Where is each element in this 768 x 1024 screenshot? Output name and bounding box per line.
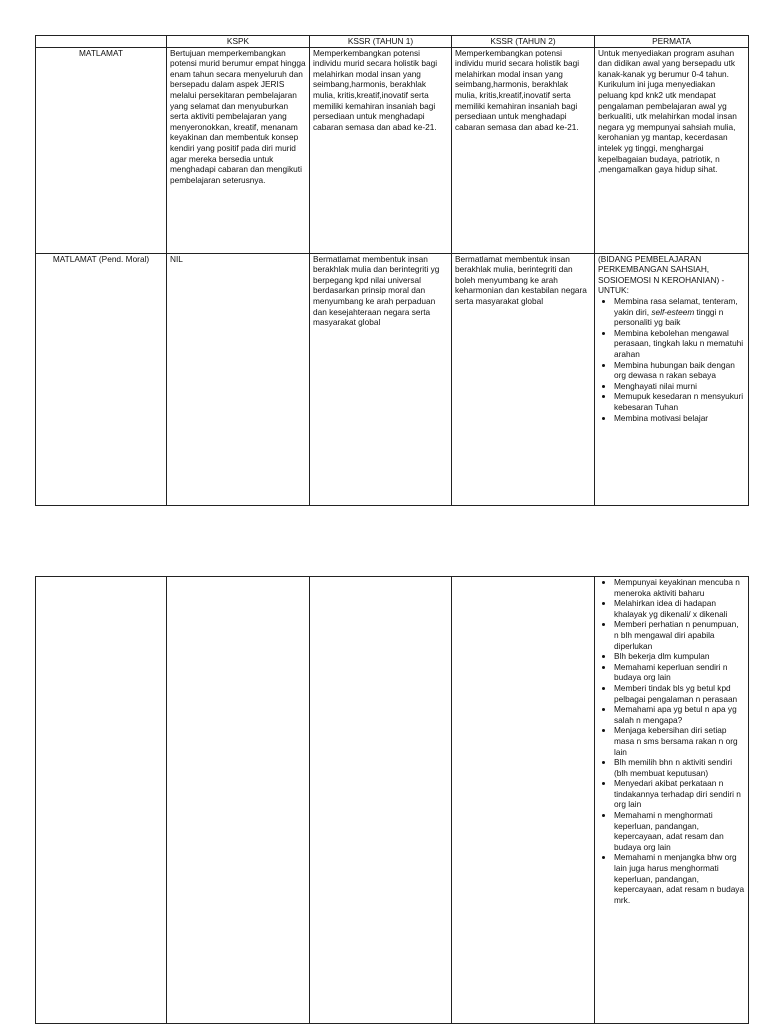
list-item: • Menyedari akibat perkataan n tindakannya terhadap diri sendiri n org lain: [614, 778, 745, 810]
cell-permata-moral: [595, 253, 749, 505]
permata-moral-list: [598, 296, 745, 423]
cell-empty-label: [36, 577, 167, 1024]
list-item: • Menjaga kebersihan diri setiap masa n sms bersama rakan n org lain: [614, 725, 745, 757]
comparison-table-page2: [35, 576, 749, 1024]
cell-empty-kssr1: [310, 577, 452, 1024]
comparison-table-page1: [35, 35, 749, 506]
list-item: • Memberi perhatian n penumpuan, n blh mengawal diri apabila diperlukan: [614, 619, 745, 651]
table-row-matlamat: [36, 47, 749, 253]
cell-kspk-matlamat: Bertujuan memperkembangkan potensi murid berumur empat hingga enam tahun secara menyeluruh dan bersepadu dalam aspek JERIS melalui persekitaran pembelajaran yang selamat dan menyuburkan serta aktiviti pembelajaran yang menyeronokkan, kreatif, menanam keyakinan dan membentuk konsep kendiri yang positif pada diri murid agar mereka bersedia untuk menghadapi cabaran dan mengikuti pembelajaran seterusnya.: [167, 47, 310, 253]
header-blank: [36, 36, 167, 48]
row-label-matlamat-moral: MATLAMAT (Pend. Moral): [36, 253, 167, 505]
header-permata: PERMATA: [595, 36, 749, 48]
list-item: • Membina kebolehan mengawal perasaan, tingkah laku n mematuhi arahan: [614, 328, 745, 360]
header-kssr-tahun1: KSSR (TAHUN 1): [310, 36, 452, 48]
list-item: • Melahirkan idea di hadapan khalayak yg dikenali/ x dikenali: [614, 598, 745, 619]
list-item: • Menghayati nilai murni: [614, 381, 745, 392]
permata-continued-list: [598, 577, 745, 905]
cell-kssr2-matlamat: Memperkembangkan potensi individu murid secara holistik bagi melahirkan modal insan yang seimbang,harmonis, berakhlak mulia, kritis,kreatif,inovatif serta memiliki kemahiran insaniah bagi persediaan untuk menghadapi cabaran semasa dan abad ke-21.: [452, 47, 595, 253]
row-label-matlamat: MATLAMAT: [36, 47, 167, 253]
table-row-continued: [36, 577, 749, 1024]
table-row-matlamat-moral: [36, 253, 749, 505]
list-item: • Memahami apa yg betul n apa yg salah n mengapa?: [614, 704, 745, 725]
header-kssr-tahun2: KSSR (TAHUN 2): [452, 36, 595, 48]
list-item: • Memahami n menjangka bhw org lain juga harus menghormati keperluan, pandangan, kepercayaan, adat resam n budaya mrk.: [614, 852, 745, 905]
cell-empty-kssr2: [452, 577, 595, 1024]
header-row: [36, 36, 749, 48]
list-item: • Blh bekerja dlm kumpulan: [614, 651, 745, 662]
list-item: • Mempunyai keyakinan mencuba n meneroka aktiviti baharu: [614, 577, 745, 598]
cell-kssr2-moral: Bermatlamat membentuk insan berakhlak mulia, berintegriti dan boleh menyumbang ke arah keharmonian dan kestabilan negara serta masyarakat global: [452, 253, 595, 505]
list-item: • Membina rasa selamat, tenteram, yakin diri, self-esteem tinggi n personaliti yg baik: [614, 296, 745, 328]
header-kspk: KSPK: [167, 36, 310, 48]
list-item: • Memberi tindak bls yg betul kpd pelbagai pengalaman n perasaan: [614, 683, 745, 704]
list-item: • Memahami n menghormati keperluan, pandangan, kepercayaan, adat resam dan budaya org lain: [614, 810, 745, 852]
cell-kssr1-matlamat: Memperkembangkan potensi individu murid secara holistik bagi melahirkan modal insan yang seimbang,harmonis, berakhlak mulia, kritis,kreatif,inovatif serta memiliki kemahiran insaniah bagi persediaan untuk menghadapi cabaran semasa dan abad ke-21.: [310, 47, 452, 253]
list-item: • Blh memilih bhn n aktiviti sendiri (blh membuat keputusan): [614, 757, 745, 778]
cell-permata-continued: [595, 577, 749, 1024]
permata-moral-intro: (BIDANG PEMBELAJARAN PERKEMBANGAN SAHSIAH, SOSIOEMOSI N KEROHANIAN) - UNTUK:: [598, 253, 725, 296]
list-item: • Membina motivasi belajar: [614, 413, 745, 424]
cell-empty-kspk: [167, 577, 310, 1024]
list-item: • Memahami keperluan sendiri n budaya org lain: [614, 662, 745, 683]
list-item: • Memupuk kesedaran n mensyukuri kebesaran Tuhan: [614, 391, 745, 412]
cell-kssr1-moral: Bermatlamat membentuk insan berakhlak mulia dan berintegriti yg berpegang kpd nilai universal berdasarkan prinsip moral dan menyumbang ke arah perpaduan dan kesejahteraan negara serta masyarakat global: [310, 253, 452, 505]
cell-kspk-moral: NIL: [167, 253, 310, 505]
cell-permata-matlamat: Untuk menyediakan program asuhan dan didikan awal yang bersepadu utk kanak-kanak yg berumur 0-4 tahun. Kurikulum ini juga menyediakan peluang kpd knk2 utk mendapat pengalaman pembelajaran awal yg berkualiti, utk melahirkan modal insan negara yg mempunyai sahsiah mulia, kerohanian yg mantap, kecerdasan intelek yg tinggi, menghargai kepelbagaian budaya, patriotik, n ,mengamalkan gaya hidup sihat.: [595, 47, 749, 253]
list-item: • Membina hubungan baik dengan org dewasa n rakan sebaya: [614, 360, 745, 381]
